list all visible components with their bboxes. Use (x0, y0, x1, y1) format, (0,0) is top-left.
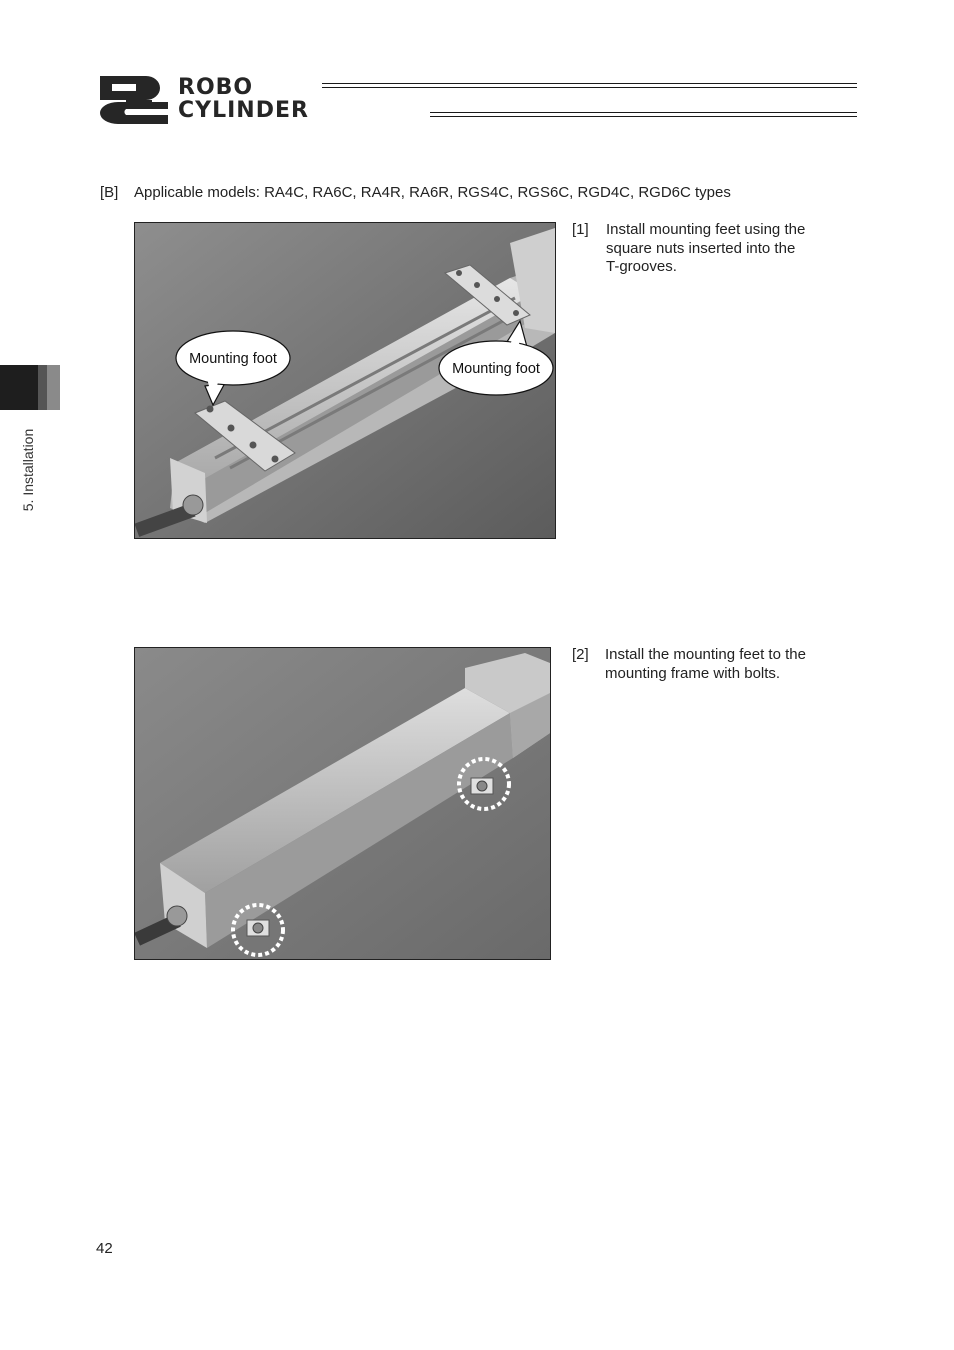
callout-mounting-foot-left: Mounting foot (189, 351, 277, 367)
logo-word-robo: ROBO (178, 75, 254, 100)
header-rule (322, 87, 857, 88)
step-text-line: T-grooves. (606, 258, 677, 275)
section-label: [B] (100, 184, 119, 201)
chapter-label: 5. Installation (20, 428, 36, 512)
header-rule (322, 83, 857, 84)
header-rule (430, 112, 857, 113)
logo-word-cylinder: CYLINDER (178, 98, 309, 123)
step-number: [2] (572, 646, 589, 663)
step-text (605, 646, 855, 683)
step-text-line: mounting frame with bolts. (605, 664, 781, 682)
page-number: 42 (96, 1240, 113, 1257)
step-text-line: Install the mounting feet to the (605, 646, 806, 663)
step-text (606, 221, 856, 277)
step-text-line: Install mounting feet using the (606, 221, 806, 238)
callout-mounting-foot-right: Mounting foot (452, 361, 540, 377)
photo-mounting-feet-installed (134, 222, 556, 539)
chapter-tab-marker (47, 365, 60, 410)
logo-wordmark (178, 76, 309, 122)
header-rule (430, 116, 857, 117)
chapter-tab-marker (0, 365, 38, 410)
robo-cylinder-logo-icon (96, 74, 172, 126)
step-text-line: square nuts inserted into the (606, 239, 796, 257)
photo-mounting-frame-bolts (134, 647, 551, 960)
step-number: [1] (572, 221, 589, 238)
chapter-tab-marker (38, 365, 47, 410)
section-applicable-models: Applicable models: RA4C, RA6C, RA4R, RA6R, RGS4C, RGS6C, RGD4C, RGD6C types (134, 184, 731, 201)
